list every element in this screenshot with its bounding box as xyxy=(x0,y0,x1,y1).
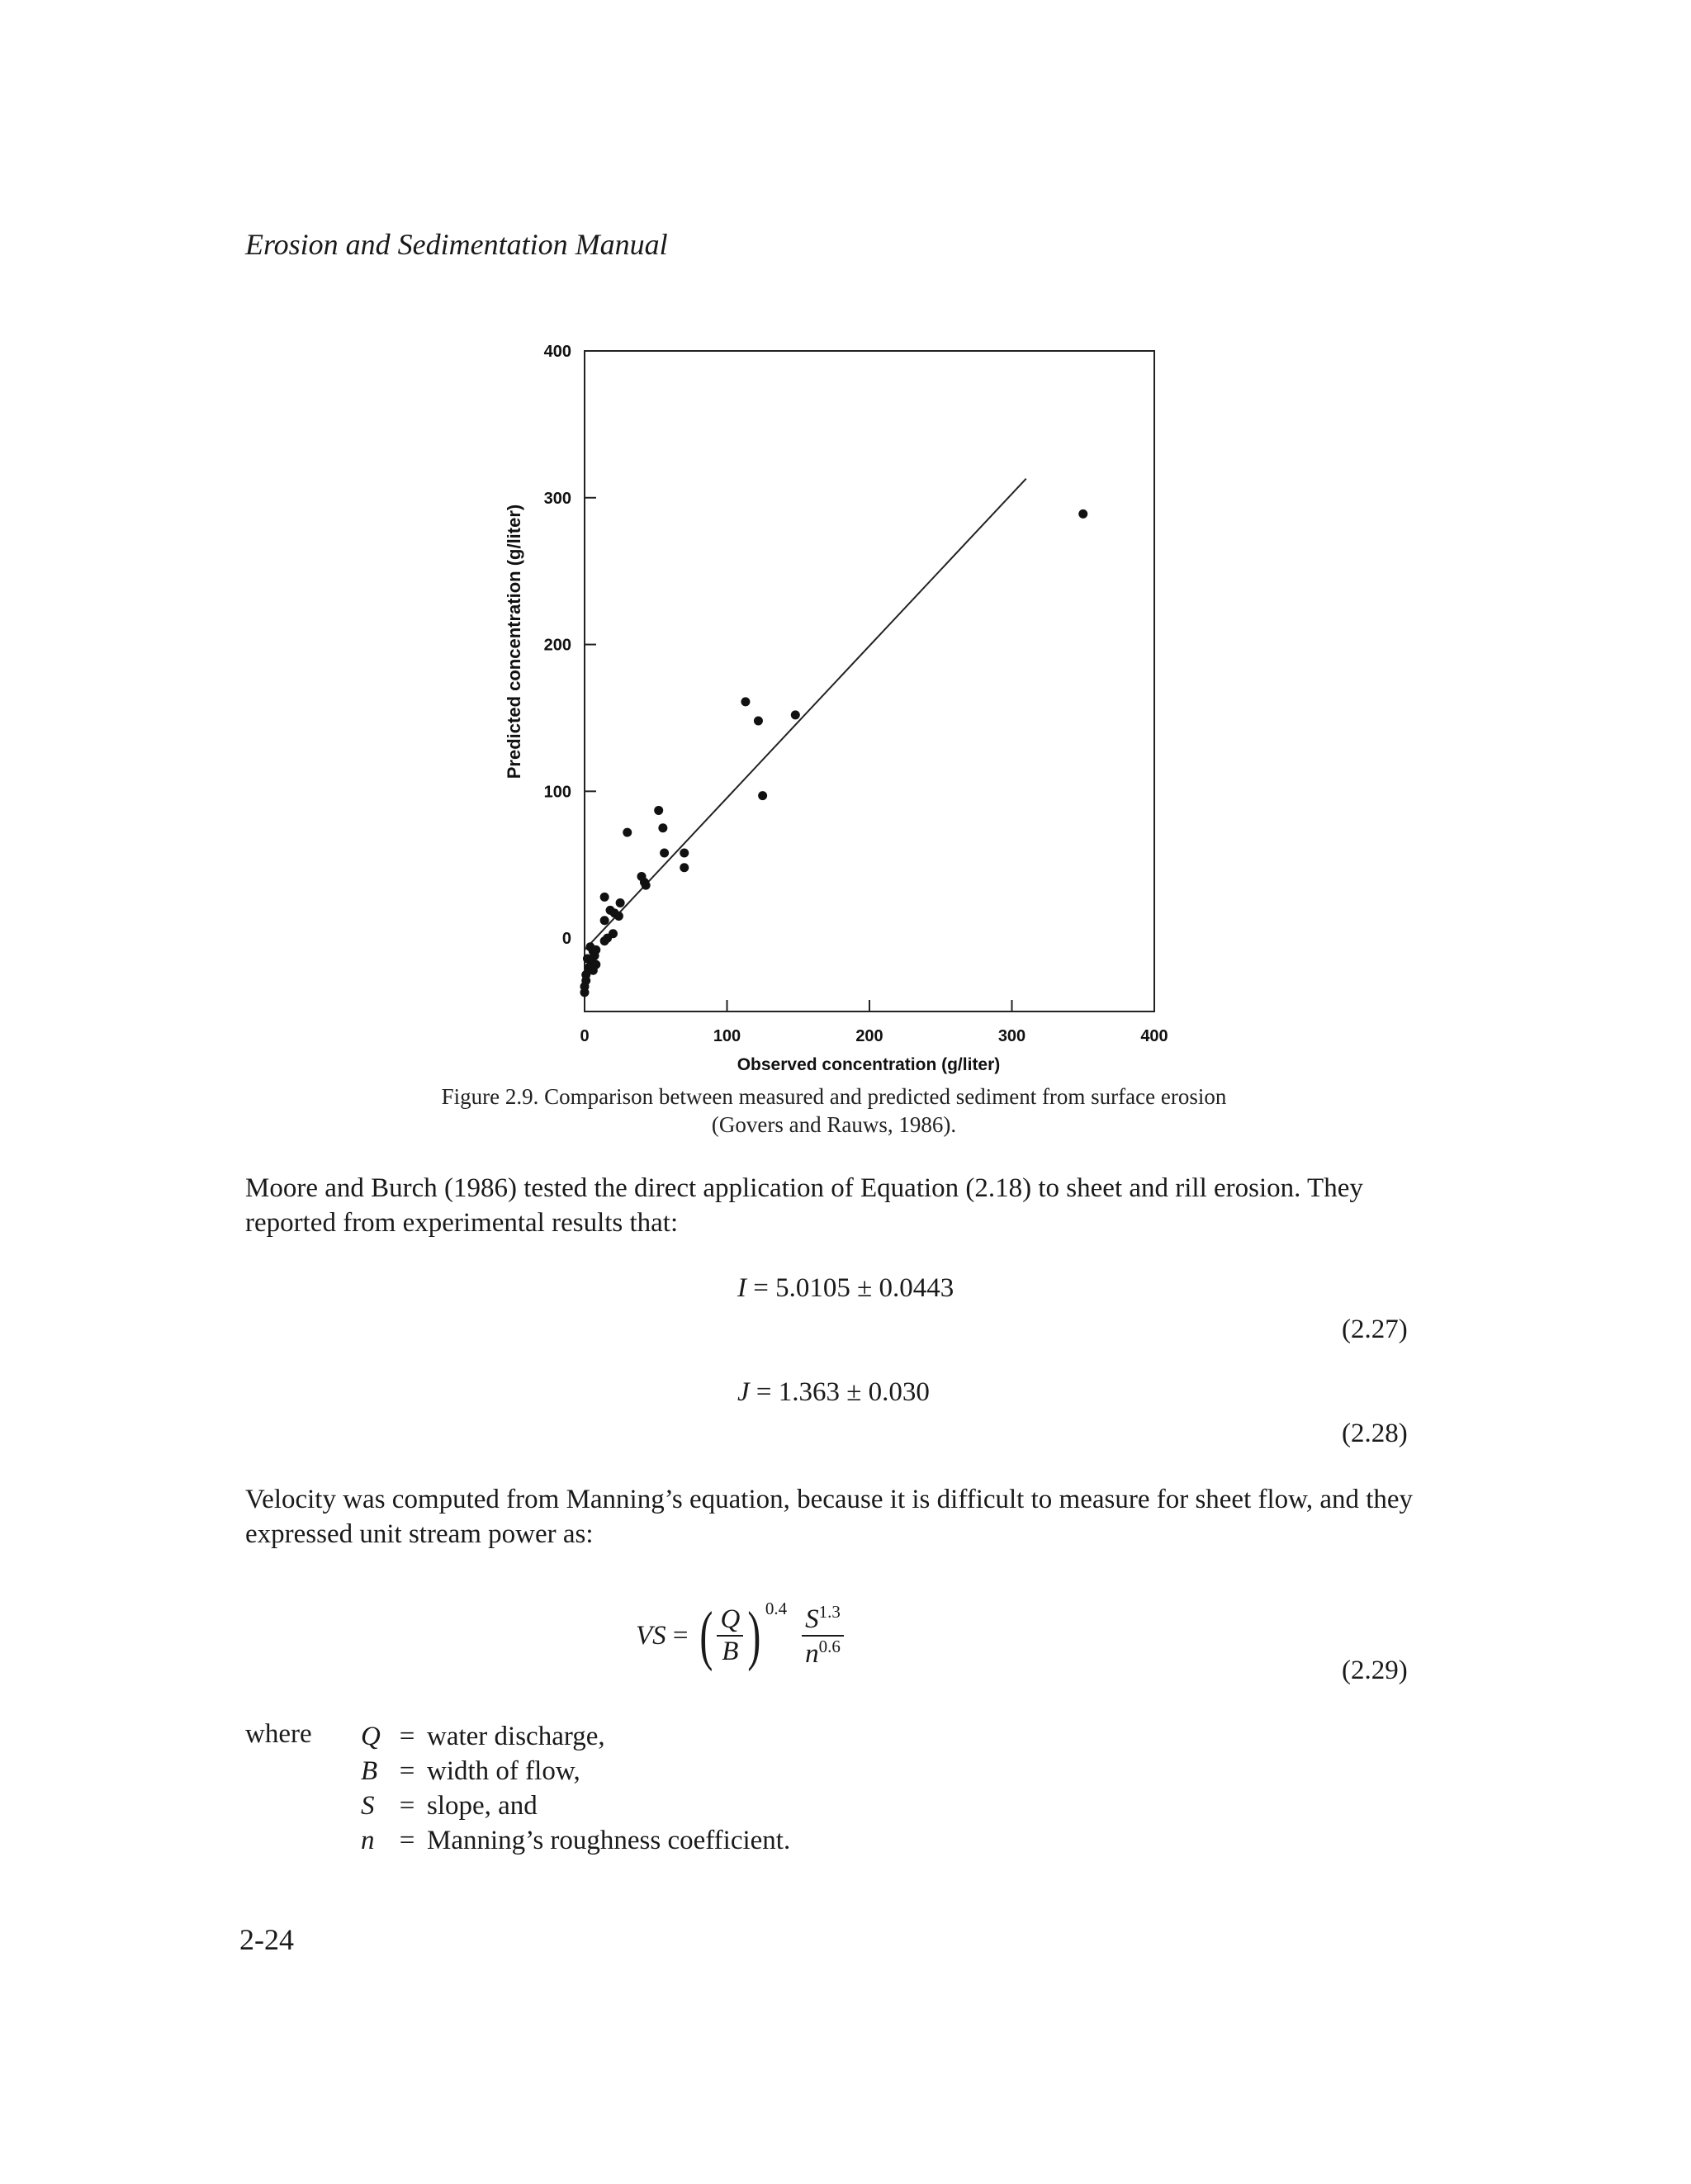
y-tick-label: 400 xyxy=(543,343,571,361)
data-point xyxy=(758,791,767,800)
equation-number-2-28: (2.28) xyxy=(1342,1419,1408,1448)
eq-2-29-lhs: VS xyxy=(636,1620,666,1651)
paragraph-2: Velocity was computed from Manning’s equation, because it is difficult to measure for sheet flow, and they expressed unit stream power as: xyxy=(245,1485,1414,1549)
definition-symbol: Q xyxy=(361,1722,381,1751)
data-point xyxy=(680,849,689,858)
definition-equals: = xyxy=(399,1791,415,1821)
x-tick-label: 400 xyxy=(1140,1027,1168,1045)
n-denominator xyxy=(802,1637,844,1670)
data-point xyxy=(654,806,663,815)
exponent-0-4: 0.4 xyxy=(765,1599,788,1618)
page-number: 2-24 xyxy=(239,1923,294,1956)
definition-symbol: B xyxy=(361,1756,378,1786)
definition-text: Manning’s roughness coefficient. xyxy=(427,1826,791,1855)
data-point xyxy=(680,863,689,872)
eq-2-28-lhs: J xyxy=(737,1377,750,1407)
definition-equals: = xyxy=(399,1826,415,1855)
data-point xyxy=(580,988,590,997)
equation-2-28 xyxy=(737,1377,930,1408)
x-tick-label: 0 xyxy=(580,1027,590,1045)
x-tick-label: 300 xyxy=(997,1027,1026,1045)
eq-2-27-lhs: I xyxy=(737,1273,746,1303)
definition-text: slope, and xyxy=(427,1791,538,1821)
data-point xyxy=(614,912,623,921)
y-tick-label: 200 xyxy=(543,636,571,655)
definitions-list xyxy=(361,1719,790,1858)
n-symbol: n xyxy=(805,1639,819,1669)
equation-number-2-29: (2.29) xyxy=(1342,1656,1408,1685)
definition-equals: = xyxy=(399,1722,415,1751)
s-over-n-fraction xyxy=(802,1602,844,1670)
eq-2-28-rhs: = 1.363 ± 0.030 xyxy=(749,1377,930,1407)
eq-2-27-rhs: = 5.0105 ± 0.0443 xyxy=(746,1273,954,1303)
y-tick-label: 0 xyxy=(561,930,571,949)
data-point xyxy=(600,916,609,925)
data-point xyxy=(741,697,750,706)
definition-row xyxy=(361,1719,790,1754)
x-axis-label: Observed concentration (g/liter) xyxy=(737,1055,1001,1074)
running-head: Erosion and Sedimentation Manual xyxy=(245,228,668,261)
q-numerator: Q xyxy=(717,1604,743,1637)
exponent-1-3: 1.3 xyxy=(818,1602,841,1622)
figure-caption-line1: Figure 2.9. Comparison between measured and predicted sediment from surface erosion xyxy=(441,1084,1227,1109)
data-point xyxy=(658,823,667,832)
equation-number-2-27: (2.27) xyxy=(1342,1315,1408,1344)
paragraph-1: Moore and Burch (1986) tested the direct application of Equation (2.18) to sheet and rill erosion. They reported from experimental results that: xyxy=(245,1173,1363,1238)
data-point xyxy=(616,898,625,907)
q-over-b-fraction xyxy=(717,1604,743,1667)
definition-symbol: S xyxy=(361,1791,375,1821)
regression-line xyxy=(585,479,1026,950)
definition-equals: = xyxy=(399,1756,415,1786)
x-tick-label: 200 xyxy=(855,1027,883,1045)
equation-2-29 xyxy=(636,1599,844,1672)
y-tick-label: 300 xyxy=(543,489,571,508)
right-paren: ) xyxy=(747,1599,761,1672)
b-denominator: B xyxy=(722,1637,739,1666)
data-point xyxy=(623,828,632,837)
definition-text: width of flow, xyxy=(427,1756,580,1786)
data-point xyxy=(1078,509,1087,519)
definition-text: water discharge, xyxy=(427,1722,605,1751)
exponent-0-6: 0.6 xyxy=(818,1637,841,1656)
data-point xyxy=(660,849,669,858)
plot-frame xyxy=(585,351,1154,1011)
eq-2-29-equals: = xyxy=(666,1620,695,1651)
definition-symbol: n xyxy=(361,1826,375,1855)
data-point xyxy=(791,710,800,719)
data-point xyxy=(603,934,612,943)
data-point xyxy=(642,881,651,890)
equation-2-27 xyxy=(737,1273,954,1304)
y-tick-label: 100 xyxy=(543,783,571,802)
definition-row xyxy=(361,1823,790,1858)
definition-row xyxy=(361,1754,790,1788)
definition-row xyxy=(361,1788,790,1823)
where-label: where xyxy=(245,1719,312,1749)
s-symbol: S xyxy=(805,1604,819,1634)
figure-caption-line2: (Govers and Rauws, 1986). xyxy=(711,1112,957,1137)
scatter-chart xyxy=(487,326,1197,1094)
data-point xyxy=(754,717,763,726)
y-axis-label: Predicted concentration (g/liter) xyxy=(504,504,524,779)
x-tick-label: 100 xyxy=(713,1027,741,1045)
data-point xyxy=(600,893,609,902)
left-paren: ( xyxy=(699,1599,713,1672)
s-numerator xyxy=(802,1602,844,1637)
